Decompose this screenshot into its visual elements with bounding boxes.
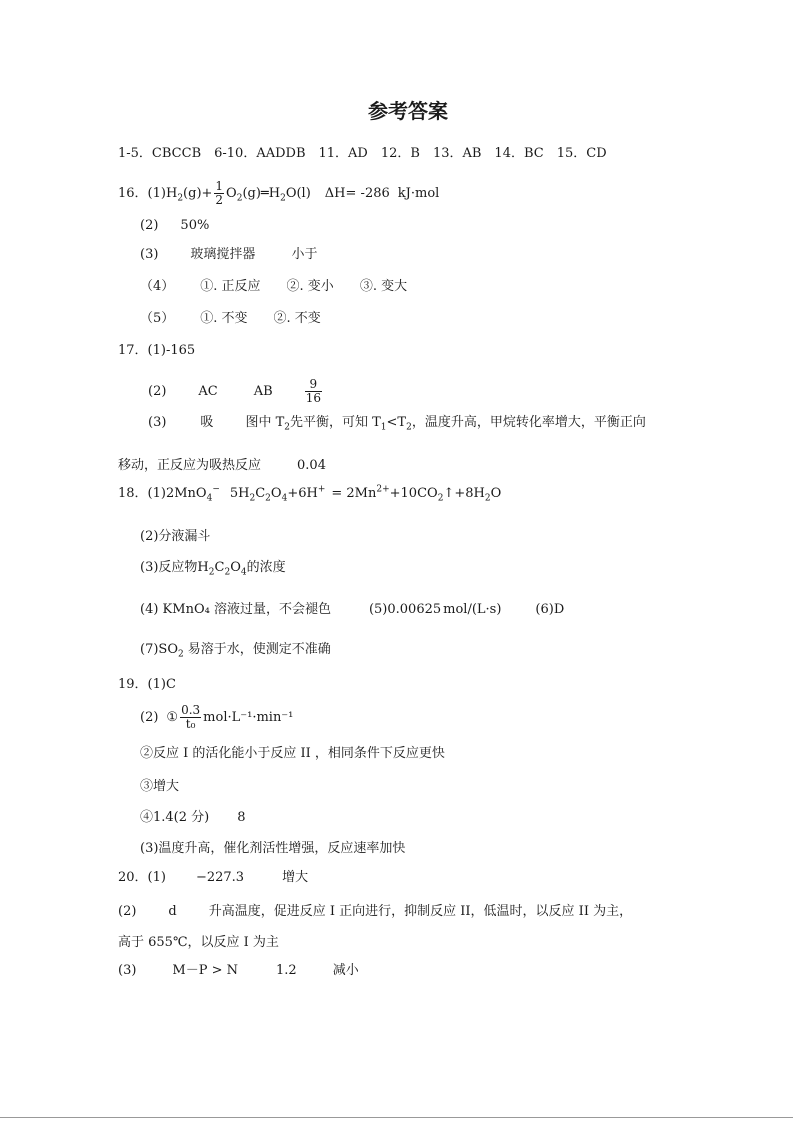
q17-frac-num: 9 — [305, 378, 322, 392]
q18-p3-a: (3)反应物 — [140, 560, 198, 575]
answers-1-15: 1-5．CBCCB 6-10．AADDB 11．AD 12．B 13．AB 14．BC 15．CD — [118, 146, 607, 161]
q18-p3-d: O — [230, 560, 241, 575]
q18-p3-e: 的浓度 — [246, 560, 286, 575]
q18-part4-6 — [140, 602, 564, 618]
q20-part1 — [118, 870, 308, 886]
q18-p3-c: C — [214, 560, 225, 575]
q19-frac-num: 0.3 — [181, 703, 201, 717]
q18-p7-a: (7)SO — [140, 642, 178, 657]
q18-eq-g: +10CO — [389, 486, 438, 501]
q16-p5-b: ②. 不变 — [273, 311, 321, 326]
q17-p3-b2: 先平衡，可知 T — [289, 415, 381, 430]
q16-half-den: 2 — [215, 193, 224, 207]
page-title: 参考答案 — [368, 99, 448, 123]
q18-p5: (5)0.00625 — [368, 602, 442, 617]
q18-p1-num: 18．(1) — [118, 486, 166, 501]
q19-part2 — [140, 704, 293, 731]
q16-p2-num: (2) — [140, 218, 159, 233]
q18-eq-f: = 2Mn — [331, 486, 377, 501]
q16-number: 16．(1) — [118, 186, 166, 201]
q16-part5 — [140, 311, 321, 327]
q16-eq-o: O — [226, 186, 237, 201]
q16-p3-num: (3) — [140, 247, 159, 262]
q20-p3-num: (3) — [118, 963, 137, 978]
q17-p3-num: (3) — [148, 415, 167, 430]
q17-part2 — [148, 378, 324, 405]
q17-p2-num: (2) — [148, 384, 167, 399]
q20-p2-b: 升高温度，促进反应 I 正向进行，抑制反应 II，低温时，以反应 II 为主， — [208, 904, 633, 919]
q18-p4: (4) KMnO₄ 溶液过量，不会褪色 — [140, 602, 331, 617]
q17-part3-cont — [118, 458, 326, 474]
q17-frac-den: 16 — [305, 391, 321, 405]
q18-part3: (3)反应物$H_2C_2O_4$的浓度 — [140, 560, 286, 578]
page-bottom-divider — [0, 1117, 793, 1118]
q16-p3-b: 小于 — [291, 247, 318, 262]
q19-part1: 19．(1)C — [118, 677, 176, 692]
q17-part3: (3) 吸 图中 $T_2$先平衡，可知 $T_1<T_2$，温度升高，甲烷转化率增大，平衡正向 — [148, 415, 646, 433]
q18-p3-b: H — [197, 560, 209, 575]
q17-part1: 17．(1)-165 — [118, 343, 196, 358]
q20-p3-a: M－P > N — [172, 963, 239, 978]
q16-eq-gh: (g)═H — [242, 186, 281, 201]
q20-p1-a: −227.3 — [195, 870, 245, 885]
q16-p4-c: ③. 变大 — [359, 279, 408, 294]
q20-part2 — [118, 904, 632, 920]
q18-part1: 18．(1)2MnO$_4$− $5H_2C_2O_4+6H^+$ = $2Mn^{2+}+10CO_2↑+8H_2O$ — [118, 484, 502, 504]
q17-p3-b4: ，温度升高，甲烷转化率增大，平衡正向 — [411, 415, 646, 430]
q19-c4 — [140, 810, 246, 826]
q18-eq-a: 2MnO — [165, 486, 207, 501]
q16-unit: kJ·mol — [397, 186, 440, 201]
q20-p2-a: d — [168, 904, 177, 919]
q18-eq-c: C — [255, 486, 266, 501]
q16-p4-b: ②. 变小 — [286, 279, 334, 294]
q16-eq-g: (g)+ — [183, 186, 213, 201]
q17-p3-cont: 移动，正反应为吸热反应 — [118, 458, 262, 473]
q19-fraction — [180, 704, 201, 731]
q19-c4-b: 8 — [237, 810, 246, 825]
q20-part3 — [118, 963, 359, 979]
q17-p2-b: AB — [253, 384, 273, 399]
q17-p3-a: 吸 — [200, 415, 214, 430]
q17-p3-val: 0.04 — [297, 458, 326, 473]
q16-p2-value: 50% — [180, 218, 210, 233]
q17-p3-b3: <T — [386, 415, 407, 430]
q20-p3-b: 1.2 — [276, 963, 297, 978]
q18-eq-d: O — [270, 486, 282, 501]
q16-p5-num: （5） — [140, 311, 175, 326]
q16-p4-a: ①. 正反应 — [200, 279, 261, 294]
q16-eq-h: H — [165, 186, 178, 201]
q19-p2-unit: mol·L⁻¹·min⁻¹ — [203, 710, 294, 725]
q18-part7: $(7)SO_2$ 易溶于水，使测定不准确 — [140, 642, 331, 660]
q17-p3-b1: 图中 T — [245, 415, 285, 430]
q16-part2 — [140, 218, 209, 234]
q19-c3: ③增大 — [140, 779, 180, 794]
q19-circle-1: ① — [166, 710, 179, 725]
q19-part3: (3)温度升高，催化剂活性增强，反应速率加快 — [140, 841, 406, 856]
q19-c4-a: ④1.4(2 分) — [140, 810, 210, 825]
q18-eq-b: 5H — [229, 486, 250, 501]
q18-gas-arrow: ↑ — [443, 486, 455, 501]
q18-p5-unit: mol/(L·s) — [443, 602, 502, 617]
q16-p3-a: 玻璃搅拌器 — [190, 247, 256, 262]
q18-eq-i: +8H — [454, 486, 485, 501]
q20-part2-cont: 高于 655℃，以反应 I 为主 — [118, 935, 279, 950]
q19-frac-den: t₀ — [185, 717, 196, 731]
q16-half-num: 1 — [215, 179, 224, 193]
q18-eq-j: O — [490, 486, 502, 501]
q16-eq-ol: O(l) — [285, 186, 311, 201]
q20-p3-c: 减小 — [332, 963, 359, 978]
q20-p2-num: (2) — [118, 904, 137, 919]
q20-p1-num: 20．(1) — [118, 870, 166, 885]
q16-part4 — [140, 279, 407, 295]
q16-delta-h: ΔH= -286 — [324, 186, 390, 201]
q18-p6: (6)D — [535, 602, 565, 617]
q16-part1: 16．$(1)H_2(g)+$ $\frac{1}{2}$ $O_2(g)═H_2O(l)$ ΔH= -286 kJ·mol — [118, 179, 440, 207]
q19-p2-num: (2) — [140, 710, 159, 725]
q16-p4-num: （4） — [140, 279, 175, 294]
q20-p1-b: 增大 — [282, 870, 309, 885]
q16-half-fraction — [214, 180, 224, 207]
q18-part2: (2)分液漏斗 — [140, 529, 211, 544]
q17-fraction — [305, 378, 322, 405]
q16-part3 — [140, 247, 317, 263]
q18-p7-b: 易溶于水，使测定不准确 — [187, 642, 331, 657]
q18-eq-e: +6H — [287, 486, 318, 501]
q16-p5-a: ①. 不变 — [200, 311, 248, 326]
q17-p2-a: AC — [198, 384, 218, 399]
q19-c2: ②反应 I 的活化能小于反应 II ，相同条件下反应更快 — [140, 746, 445, 761]
